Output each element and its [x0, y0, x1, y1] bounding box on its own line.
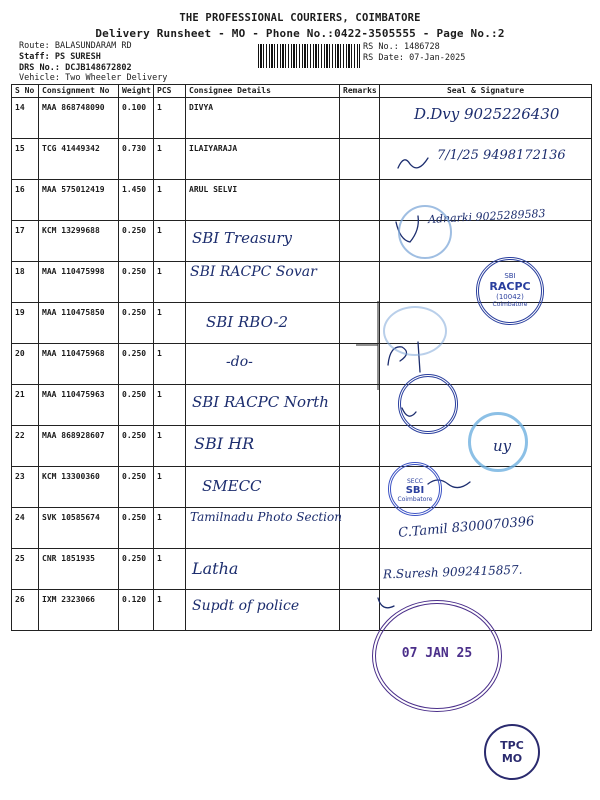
cell-pcs: 1 [154, 467, 186, 508]
rs-no-line: RS No.: 1486728 [363, 42, 440, 52]
cell-weight: 0.730 [119, 139, 154, 180]
cell-consignment-no: SVK 10585674 [39, 508, 119, 549]
signature-scribble-26 [378, 598, 394, 608]
handwritten-consignee: SBI RACPC Sovar [190, 264, 317, 280]
handwritten-consignee: Latha [192, 559, 239, 578]
col-consignment-header: Consignment No [39, 85, 119, 98]
cell-sno: 17 [12, 221, 39, 262]
cell-weight: 0.250 [119, 221, 154, 262]
cell-sno: 22 [12, 426, 39, 467]
cell-consignment-no: CNR 1851935 [39, 549, 119, 590]
cell-pcs: 1 [154, 385, 186, 426]
cell-pcs: 1 [154, 590, 186, 631]
cell-sno: 26 [12, 590, 39, 631]
handwritten-consignee: SBI Treasury [192, 229, 292, 247]
cell-weight: 0.120 [119, 590, 154, 631]
handwritten-consignee: SBI RACPC North [192, 393, 329, 411]
cell-weight: 0.100 [119, 98, 154, 139]
cell-weight: 1.450 [119, 180, 154, 221]
document-title: THE PROFESSIONAL COURIERS, COIMBATORE [179, 12, 421, 24]
cell-consignment-no: MAA 110475963 [39, 385, 119, 426]
handwritten-consignee: Supdt of police [192, 598, 300, 614]
cell-weight: 0.250 [119, 549, 154, 590]
cell-pcs: 1 [154, 262, 186, 303]
signature-scribble-15 [398, 158, 428, 168]
sbi-racpc-seal: SBI RACPC (10042) Coimbatore [476, 257, 544, 325]
cell-sno: 23 [12, 467, 39, 508]
col-pcs-header: PCS [154, 85, 186, 98]
cell-weight: 0.250 [119, 426, 154, 467]
col-remarks-header: Remarks [340, 85, 380, 98]
cell-consignment-no: IXM 2323066 [39, 590, 119, 631]
cell-consignment-no: MAA 575012419 [39, 180, 119, 221]
cell-weight: 0.250 [119, 508, 154, 549]
col-sno-header: S No [12, 85, 39, 98]
cell-weight: 0.250 [119, 467, 154, 508]
handwritten-consignee: SMECC [202, 477, 262, 495]
faded-seal-row-19 [383, 306, 447, 356]
staff-line: Staff: PS SURESH [19, 52, 101, 62]
signature-row-17: Adnarki 9025289583 [427, 206, 546, 227]
cell-consignment-no: MAA 110475968 [39, 344, 119, 385]
cell-consignment-no: MAA 868928607 [39, 426, 119, 467]
route-line: Route: BALASUNDARAM RD [19, 41, 132, 51]
rs-date-line: RS Date: 07-Jan-2025 [363, 53, 466, 63]
cell-pcs: 1 [154, 139, 186, 180]
handwritten-consignee: -do- [226, 354, 253, 370]
cell-consignee: DIVYA [186, 98, 340, 139]
cell-sno: 16 [12, 180, 39, 221]
col-consignee-header: Consignee Details [186, 85, 340, 98]
post-office-date-stamp: 07 JAN 25 [372, 600, 502, 712]
cell-consignment-no: KCM 13300360 [39, 467, 119, 508]
document-subtitle: Delivery Runsheet - MO - Phone No.:0422-3505555 - Page No.:2 [95, 27, 505, 40]
cell-pcs: 1 [154, 549, 186, 590]
tpc-mo-seal: TPC MO [484, 724, 540, 780]
cell-sno: 19 [12, 303, 39, 344]
seal-row-22 [468, 412, 528, 472]
bank-seal-row-17 [398, 205, 452, 259]
col-signature-header: Seal & Signature [380, 85, 592, 98]
signature-row-25: R.Suresh 9092415857. [382, 562, 523, 582]
cell-sno: 14 [12, 98, 39, 139]
handwritten-consignee: SBI RBO-2 [206, 313, 289, 331]
signature-row-22: uy [493, 437, 512, 455]
cell-pcs: 1 [154, 508, 186, 549]
signature-row-24: C.Tamil 8300070396 [397, 514, 535, 541]
handwritten-consignee: SBI HR [194, 434, 255, 453]
bank-seal-row-21 [398, 374, 458, 434]
cell-weight: 0.250 [119, 262, 154, 303]
cell-weight: 0.250 [119, 385, 154, 426]
cell-consignment-no: MAA 868748090 [39, 98, 119, 139]
cell-consignee: ARUL SELVI [186, 180, 340, 221]
cell-pcs: 1 [154, 221, 186, 262]
cell-pcs: 1 [154, 180, 186, 221]
cell-consignee: ILAIYARAJA [186, 139, 340, 180]
cell-sno: 24 [12, 508, 39, 549]
cell-sno: 18 [12, 262, 39, 303]
signature-row-14: D.Dvy 9025226430 [414, 105, 560, 123]
cell-sno: 20 [12, 344, 39, 385]
cell-consignment-no: KCM 13299688 [39, 221, 119, 262]
cell-pcs: 1 [154, 344, 186, 385]
col-weight-header: Weight [119, 85, 154, 98]
smecc-seal: SECC SBI Coimbatore [388, 462, 442, 516]
cell-sno: 25 [12, 549, 39, 590]
cell-sno: 21 [12, 385, 39, 426]
cell-weight: 0.250 [119, 303, 154, 344]
cell-sno: 15 [12, 139, 39, 180]
cell-pcs: 1 [154, 426, 186, 467]
cell-consignment-no: TCG 41449342 [39, 139, 119, 180]
cell-consignment-no: MAA 110475998 [39, 262, 119, 303]
vehicle-line: Vehicle: Two Wheeler Delivery [19, 73, 168, 83]
handwritten-consignee: Tamilnadu Photo Section [190, 510, 342, 524]
signature-row-15: 7/1/25 9498172136 [437, 148, 566, 163]
cell-pcs: 1 [154, 98, 186, 139]
cell-pcs: 1 [154, 303, 186, 344]
cell-weight: 0.250 [119, 344, 154, 385]
cell-consignment-no: MAA 110475850 [39, 303, 119, 344]
drs-line: DRS No.: DCJB148672802 [19, 63, 132, 73]
